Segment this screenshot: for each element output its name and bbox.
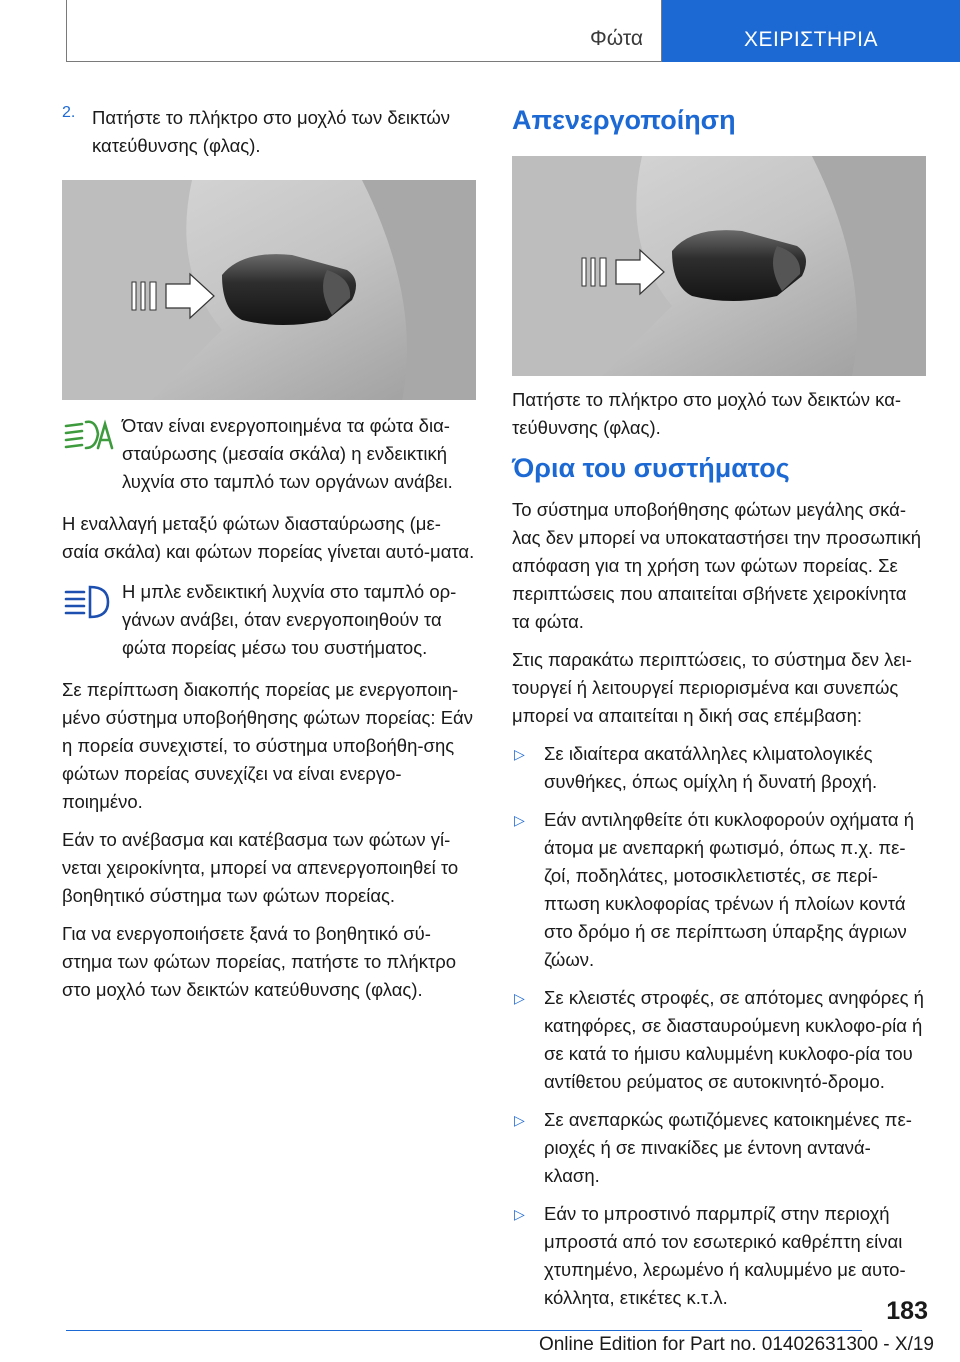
step-text: Πατήστε το πλήκτρο στο μοχλό των δεικτών κατεύθυνσης (φλας). xyxy=(92,107,451,156)
header-section-box xyxy=(66,0,662,62)
list-item-text: Σε ιδιαίτερα ακατάλληλες κλιματολογικές συνθήκες, όπως ομίχλη ή δυνατή βροχή. xyxy=(544,743,878,792)
header-section-title: Φώτα xyxy=(590,27,643,50)
limits-list xyxy=(512,740,926,1312)
paragraph-cases: Στις παρακάτω περιπτώσεις, το σύστημα δεν λει-τουργεί ή λειτουργεί περιορισμένα και συνεπώς μπορεί να απαιτείται η δική σας επέμβαση: xyxy=(512,649,912,726)
footer-edition-text: Online Edition for Part no. 01402631300 - X/19 xyxy=(538,1334,934,1355)
high-beam-indicator-icon xyxy=(62,578,122,662)
note2-text: Η μπλε ενδεικτική λυχνία στο ταμπλό ορ-γάνων ανάβει, όταν ενεργοποιηθούν τα φώτα πορείας μέσω του συστήματος. xyxy=(122,581,457,658)
bullet-triangle-icon: ▷ xyxy=(514,746,525,762)
bullet-triangle-icon: ▷ xyxy=(514,812,525,828)
left-column xyxy=(62,104,476,1014)
header-chapter-tab[interactable]: ΧΕΙΡΙΣΤΗΡΙΑ xyxy=(662,0,960,62)
step-number: 2. xyxy=(62,104,76,121)
paragraph-press-button: Πατήστε το πλήκτρο στο μοχλό των δεικτών κα-τεύθυνσης (φλας). xyxy=(512,389,902,438)
paragraph-stop: Σε περίπτωση διακοπής πορείας με ενεργοποιη-μένο σύστημα υποβοήθησης φώτων πορείας: Εάν η πορεία συνεχιστεί, το σύστημα υποβοήθη-σης φώτων πορείας συνεχίζει να είναι ενεργο-ποιημένο. xyxy=(62,679,474,812)
list-item xyxy=(512,984,926,1096)
paragraph-manual: Εάν το ανέβασμα και κατέβασμα των φώτων γί-νεται χειροκίνητα, μπορεί να απενεργοποιηθεί το βοηθητικό σύστημα των φώτων πορείας. xyxy=(62,829,459,906)
list-item xyxy=(512,740,926,796)
list-item-text: Εάν το μπροστινό παρμπρίζ στην περιοχή μπροστά από τον εσωτερικό καθρέπτη είναι χτυπημένο, λερωμένο ή καλυμμένο με αυτο-κόλλητα, ετικέτες κ.τ.λ. xyxy=(544,1203,906,1308)
list-item-text: Εάν αντιληφθείτε ότι κυκλοφορούν οχήματα ή άτομα με ανεπαρκή φωτισμό, όπως π.χ. πε-ζοί, ποδηλάτες, μοτοσικλετιστές, σε περί-πτωση κυκλοφορίας τρένων ή πλοίων κοντά στο δρόμο ή σε περίπτωση ύπαρξης άγριων ζώων. xyxy=(544,809,915,970)
heading-deactivation: Απενεργοποίηση xyxy=(512,105,736,135)
heading-system-limits: Όρια του συστήματος xyxy=(512,453,790,483)
footer-divider xyxy=(66,1330,862,1331)
paragraph-auto-switch: Η εναλλαγή μεταξύ φώτων διασταύρωσης (με-σαία σκάλα) και φώτων πορείας γίνεται αυτό-ματα. xyxy=(62,513,475,562)
high-beam-note xyxy=(62,578,476,662)
bullet-triangle-icon: ▷ xyxy=(514,1206,525,1222)
paragraph-reactivate: Για να ενεργοποιήσετε ξανά το βοηθητικό σύ-στημα των φώτων πορείας, πατήστε το πλήκτρο στο μοχλό των δεικτών κατεύθυνσης (φλας). xyxy=(62,923,457,1000)
paragraph-limits-intro: Το σύστημα υποβοήθησης φώτων μεγάλης σκά-λας δεν μπορεί να υποκαταστήσει την προσωπική απόφαση για τη χρήση των φώτων πορείας. Σε περιπτώσεις που απαιτείται σβήνετε χειροκίνητα τα φώτα. xyxy=(512,499,922,632)
list-item xyxy=(512,1200,926,1312)
list-item xyxy=(512,806,926,974)
note1-text: Όταν είναι ενεργοποιημένα τα φώτα δια-σταύρωσης (μεσαία σκάλα) η ενδεικτική λυχνία στο ταμπλό των οργάνων ανάβει. xyxy=(122,415,453,492)
dipped-beam-note xyxy=(62,412,476,496)
stalk-button-photo-1 xyxy=(62,180,476,400)
list-item-text: Σε κλειστές στροφές, σε απότομες ανηφόρες ή κατηφόρες, σε διασταυρούμενη κυκλοφο-ρία ή σε κατά το ήμισυ καλυμμένη κυκλοφο-ρία του αντίθετου ρεύματος σε αυτοκινητό-δρομο. xyxy=(544,987,924,1092)
bullet-triangle-icon: ▷ xyxy=(514,990,525,1006)
page-number: 183 xyxy=(886,1297,928,1325)
step-2 xyxy=(62,104,476,160)
bullet-triangle-icon: ▷ xyxy=(514,1112,525,1128)
list-item xyxy=(512,1106,926,1190)
auto-headlight-indicator-icon xyxy=(62,412,122,496)
list-item-text: Σε ανεπαρκώς φωτιζόμενες κατοικημένες πε-ριοχές ή σε πινακίδες με έντονη αντανά-κλαση. xyxy=(544,1109,912,1186)
right-column xyxy=(512,104,926,1322)
stalk-button-photo-2 xyxy=(512,156,926,376)
